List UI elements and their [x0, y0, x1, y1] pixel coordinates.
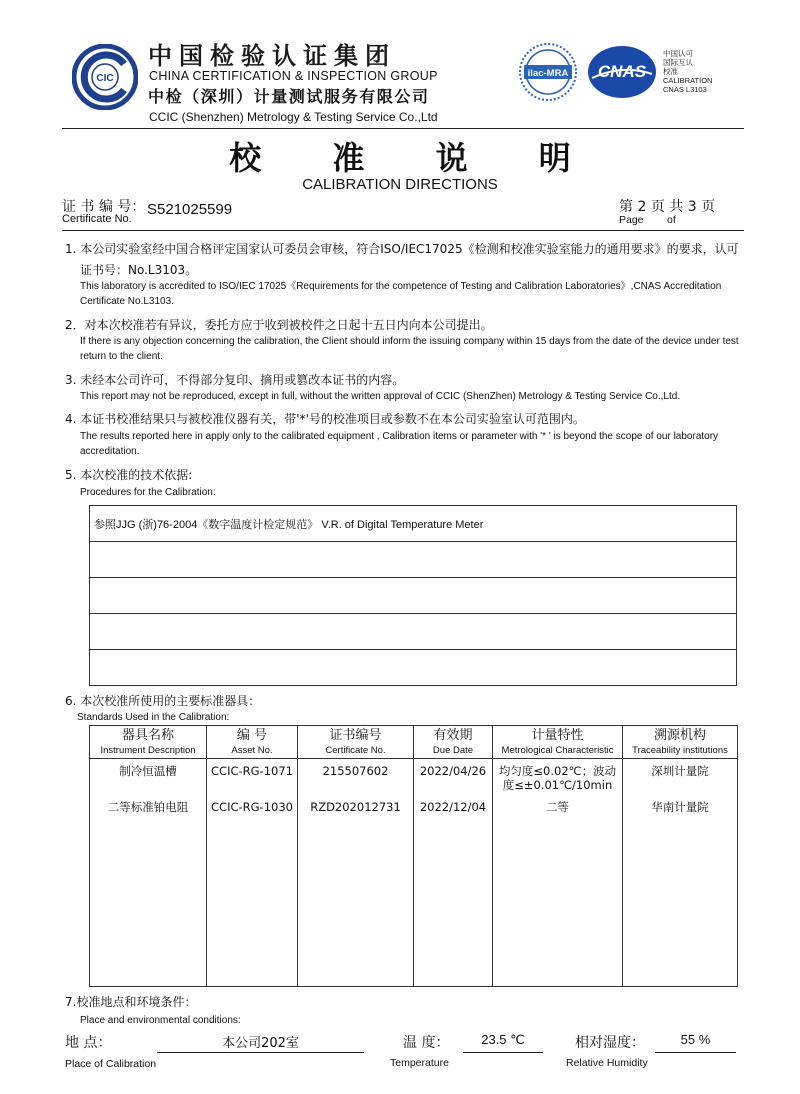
- cert-number: S521025599: [147, 201, 233, 218]
- page-pre: 第: [619, 199, 633, 215]
- header-asset-no: 编 号 Asset No.: [207, 726, 298, 759]
- table-row: [90, 759, 738, 796]
- procedures-table: [89, 505, 737, 686]
- cell-asset-no: CCIC-RG-1071: [207, 759, 298, 796]
- place-label-en: Place of Calibration: [65, 1058, 157, 1070]
- header-certificate-no: 证书编号 Certificate No.: [298, 726, 414, 759]
- cell-certificate-no: 215507602: [298, 759, 414, 796]
- note-1-en: This laboratory is accredited to ISO/IEC 17025《Requirements for the competence of Testing and Calibration Laboratories》,CNAS Accreditation Certificate No.L3103.: [80, 281, 722, 307]
- ilac-logo-text: ilac-MRA: [527, 68, 569, 79]
- note-4-cn: 4. 本证书校准结果只与被校准仪器有关，带'*'号的校准项目或参数不在本公司实验室认可范围内。: [65, 412, 585, 426]
- place-label-cn: 地 点：: [65, 1035, 112, 1051]
- procedure-row: [90, 506, 737, 542]
- note-3-cn: 3. 未经本公司许可，不得部分复印、摘用或篡改本证书的内容。: [65, 373, 405, 387]
- page-indicator: [619, 196, 715, 216]
- cert-divider: [62, 230, 744, 231]
- procedure-cell: [90, 614, 737, 650]
- cell-certificate-no: RZD202012731: [298, 795, 414, 821]
- cell-due-date: 2022/04/26: [414, 759, 493, 796]
- ilac-mra-logo: [518, 42, 578, 102]
- cnas-note-line: CALIBRATION: [663, 76, 713, 85]
- note-4-en: The results reported here in apply only to the calibrated equipment , Calibration items or parameter with '* ' is beyond the scope of our laboratory accreditation.: [80, 431, 719, 457]
- cnas-note: [663, 49, 712, 94]
- cnas-logo: [586, 44, 658, 100]
- cell-asset-no: CCIC-RG-1030: [207, 795, 298, 821]
- note-1-cn: 1. 本公司实验室经中国合格评定国家认可委员会审核，符合ISO/IEC17025《检测和校准实验室能力的通用要求》的要求，认可: [65, 242, 739, 256]
- page-post: 页: [701, 199, 716, 215]
- cell-traceability: 华南计量院: [623, 795, 738, 821]
- note-3-en: This report may not be reproduced, except in full, without the written approval of CCIC (ShenZhen) Metrology & Testing Service Co.,Ltd.: [80, 391, 681, 402]
- standards-title-cn: 6. 本次校准所使用的主要标准器具：: [65, 694, 261, 708]
- ccic-logo: [72, 44, 138, 110]
- humidity-label-en: Relative Humidity: [566, 1057, 648, 1069]
- cnas-note-line: 国际互认: [663, 58, 693, 67]
- note-2-en: If there is any objection concerning the calibration, the Client should inform the issuing company within 15 days from the date of the device under test return to the client.: [80, 336, 739, 362]
- environment-title-en: Place and environmental conditions:: [80, 1015, 241, 1026]
- header-metrological: 计量特性 Metrological Characteristic: [493, 726, 623, 759]
- environment-title-cn: 7.校准地点和环境条件：: [65, 995, 197, 1009]
- humidity-value: 55 %: [655, 1032, 736, 1053]
- header-due-date: 有效期 Due Date: [414, 726, 493, 759]
- procedure-row: [90, 650, 737, 686]
- procedure-row: [90, 614, 737, 650]
- procedure-cell: [90, 542, 737, 578]
- place-value: 本公司202室: [157, 1032, 364, 1053]
- procedure-cell: [90, 650, 737, 686]
- cert-label-en: Certificate No.: [62, 213, 132, 225]
- header-instrument: 器具名称 Instrument Description: [90, 726, 207, 759]
- standards-title-en: Standards Used in the Calibration:: [77, 712, 230, 723]
- cell-instrument: 二等标准铂电阻: [90, 795, 207, 821]
- org-name-cn: 中国检验认证集团: [148, 42, 396, 70]
- company-name-en: CCIC (Shenzhen) Metrology & Testing Service Co.,Ltd: [149, 110, 438, 124]
- procedures-title-cn: 5. 本次校准的技术依据:: [65, 468, 193, 482]
- page-number: 2: [637, 199, 647, 215]
- procedure-cell: 参照JJG (浙)76-2004《数字温度计检定规范》 V.R. of Digital Temperature Meter: [90, 506, 737, 542]
- cell-traceability: 深圳计量院: [623, 759, 738, 796]
- temp-value: 23.5 ℃: [463, 1032, 543, 1053]
- table-filler-row: [90, 821, 738, 987]
- page-mid: 页 共: [650, 199, 684, 215]
- doc-title-cn: 校 准 说 明: [229, 139, 601, 177]
- note-2-cn: 2．对本次校准若有异议，委托方应于收到被校件之日起十五日内向本公司提出。: [65, 318, 493, 332]
- cell-metrological: 均匀度≤0.02℃；波动度≤±0.01℃/10min: [493, 759, 623, 796]
- page-en-of: of: [667, 214, 676, 226]
- standards-header-row: [90, 726, 738, 759]
- table-row: [90, 795, 738, 821]
- procedure-row: [90, 578, 737, 614]
- doc-title-en: CALIBRATION DIRECTIONS: [302, 176, 498, 193]
- procedures-title-en: Procedures for the Calibration:: [80, 487, 216, 498]
- cell-metrological: 二等: [493, 795, 623, 821]
- standards-table: [89, 725, 738, 987]
- cert-label-cn: 证 书 编 号：: [62, 199, 146, 215]
- page-en-page: Page: [619, 214, 644, 226]
- temp-label-cn: 温 度：: [403, 1035, 450, 1051]
- cell-instrument: 制冷恒温槽: [90, 759, 207, 796]
- page-total: 3: [687, 199, 697, 215]
- humidity-label-cn: 相对湿度：: [575, 1035, 645, 1051]
- procedure-row: [90, 542, 737, 578]
- cell-due-date: 2022/12/04: [414, 795, 493, 821]
- ccic-logo-text: CIC: [96, 73, 114, 84]
- org-name-en: CHINA CERTIFICATION & INSPECTION GROUP: [149, 69, 438, 83]
- temp-label-en: Temperature: [390, 1057, 449, 1069]
- cnas-note-line: 中国认可: [663, 49, 693, 58]
- cnas-note-line: 校准: [663, 67, 678, 76]
- procedure-cell: [90, 578, 737, 614]
- header-traceability: 溯源机构 Traceability institutions: [623, 726, 738, 759]
- cnas-note-line: CNAS L3103: [663, 85, 707, 94]
- cnas-logo-text: CNAS: [597, 62, 647, 81]
- header-divider: [62, 128, 744, 129]
- company-name-cn: 中检（深圳）计量测试服务有限公司: [148, 87, 430, 106]
- note-1-cn-cont: 证书号：No.L3103。: [80, 263, 198, 277]
